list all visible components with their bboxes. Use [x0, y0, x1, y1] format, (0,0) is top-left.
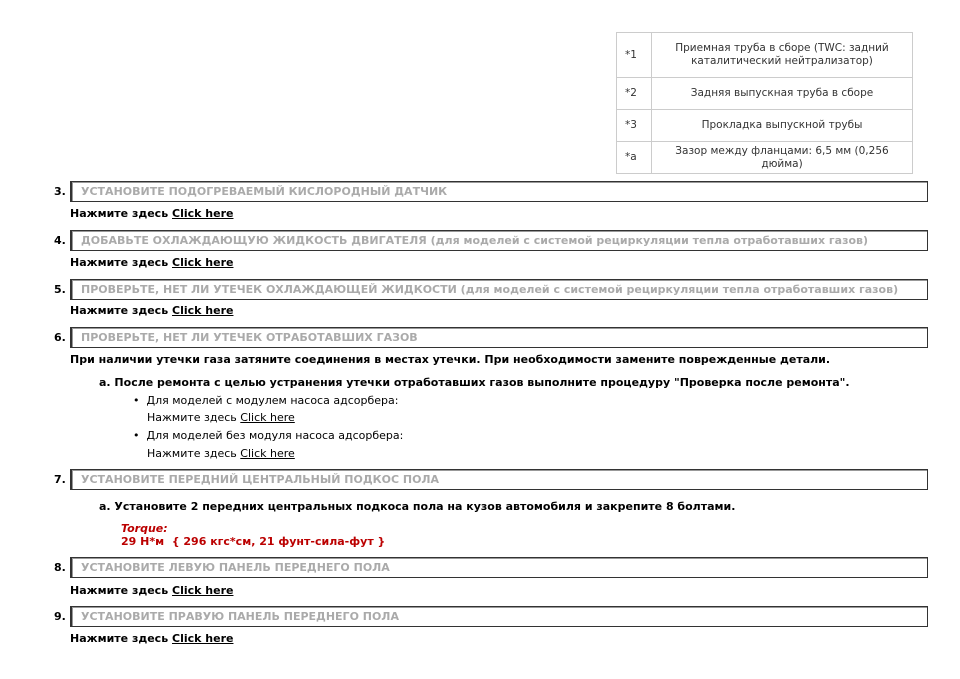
bullet-text: Для моделей с модулем насоса адсорбера: — [146, 394, 399, 407]
legend-row — [617, 33, 913, 78]
press-here-line — [70, 304, 233, 317]
step-title: УСТАНОВИТЕ ЛЕВУЮ ПАНЕЛЬ ПЕРЕДНЕГО ПОЛА — [70, 557, 928, 578]
press-here-line — [70, 632, 233, 645]
press-here-label: Нажмите здесь — [70, 304, 169, 317]
torque-value: 29 Н*м { 296 кгс*см, 21 фунт-сила-фут } — [121, 535, 386, 548]
legend-key: *a — [617, 142, 652, 174]
bullet-item: • Для моделей без модуля насоса адсорбера: — [133, 429, 404, 442]
step-title: УСТАНОВИТЕ ПРАВУЮ ПАНЕЛЬ ПЕРЕДНЕГО ПОЛА — [70, 606, 928, 627]
click-here-link[interactable]: Click here — [240, 411, 295, 424]
legend-row — [617, 78, 913, 110]
press-here-line — [70, 256, 233, 269]
step-text: При наличии утечки газа затяните соединения в местах утечки. При необходимости замените поврежденные детали. — [70, 353, 831, 366]
press-here-label: Нажмите здесь — [70, 256, 169, 269]
legend-text: Прокладка выпускной трубы — [652, 110, 913, 142]
step-number: 4. — [54, 234, 66, 247]
legend-key: *1 — [617, 33, 652, 78]
step-title: УСТАНОВИТЕ ПОДОГРЕВАЕМЫЙ КИСЛОРОДНЫЙ ДАТЧИК — [70, 181, 928, 202]
legend-key: *3 — [617, 110, 652, 142]
legend-row — [617, 110, 913, 142]
step-number: 6. — [54, 331, 66, 344]
legend-table — [616, 32, 913, 174]
torque-label: Torque: — [121, 522, 168, 535]
substep: a. Установите 2 передних центральных подкоса пола на кузов автомобиля и закрепите 8 болтами. — [99, 500, 736, 513]
step-title: ДОБАВЬТЕ ОХЛАЖДАЮЩУЮ ЖИДКОСТЬ ДВИГАТЕЛЯ (для моделей с системой рециркуляции тепла отработавших газов) — [70, 230, 928, 251]
legend-row — [617, 142, 913, 174]
click-here-link[interactable]: Click here — [172, 304, 234, 317]
click-here-link[interactable]: Click here — [172, 632, 234, 645]
substep: a. После ремонта с целью устранения утечки отработавших газов выполните процедуру "Проверка после ремонта". — [99, 376, 850, 389]
bullet-text: Для моделей без модуля насоса адсорбера: — [146, 429, 404, 442]
step-title: ПРОВЕРЬТЕ, НЕТ ЛИ УТЕЧЕК ОТРАБОТАВШИХ ГАЗОВ — [70, 327, 928, 348]
click-here-link[interactable]: Click here — [172, 256, 234, 269]
bullet-item: • Для моделей с модулем насоса адсорбера: — [133, 394, 399, 407]
press-here-label: Нажмите здесь — [70, 584, 169, 597]
legend-text: Приемная труба в сборе (TWC: задний каталитический нейтрализатор) — [652, 33, 913, 78]
press-here-label: Нажмите здесь — [147, 411, 237, 424]
step-title: ПРОВЕРЬТЕ, НЕТ ЛИ УТЕЧЕК ОХЛАЖДАЮЩЕЙ ЖИДКОСТИ (для моделей с системой рециркуляции тепла отработавших газов) — [70, 279, 928, 300]
step-title: УСТАНОВИТЕ ПЕРЕДНИЙ ЦЕНТРАЛЬНЫЙ ПОДКОС ПОЛА — [70, 469, 928, 490]
step-number: 5. — [54, 283, 66, 296]
press-here-line — [70, 584, 233, 597]
press-here-line — [70, 207, 233, 220]
press-here-line — [147, 447, 295, 460]
click-here-link[interactable]: Click here — [172, 207, 234, 220]
press-here-label: Нажмите здесь — [147, 447, 237, 460]
press-here-label: Нажмите здесь — [70, 207, 169, 220]
press-here-label: Нажмите здесь — [70, 632, 169, 645]
click-here-link[interactable]: Click here — [172, 584, 234, 597]
press-here-line — [147, 411, 295, 424]
legend-text: Задняя выпускная труба в сборе — [652, 78, 913, 110]
step-number: 8. — [54, 561, 66, 574]
legend-text: Зазор между фланцами: 6,5 мм (0,256 дюйма) — [652, 142, 913, 174]
step-number: 9. — [54, 610, 66, 623]
step-number: 7. — [54, 473, 66, 486]
legend-key: *2 — [617, 78, 652, 110]
step-number: 3. — [54, 185, 66, 198]
click-here-link[interactable]: Click here — [240, 447, 295, 460]
